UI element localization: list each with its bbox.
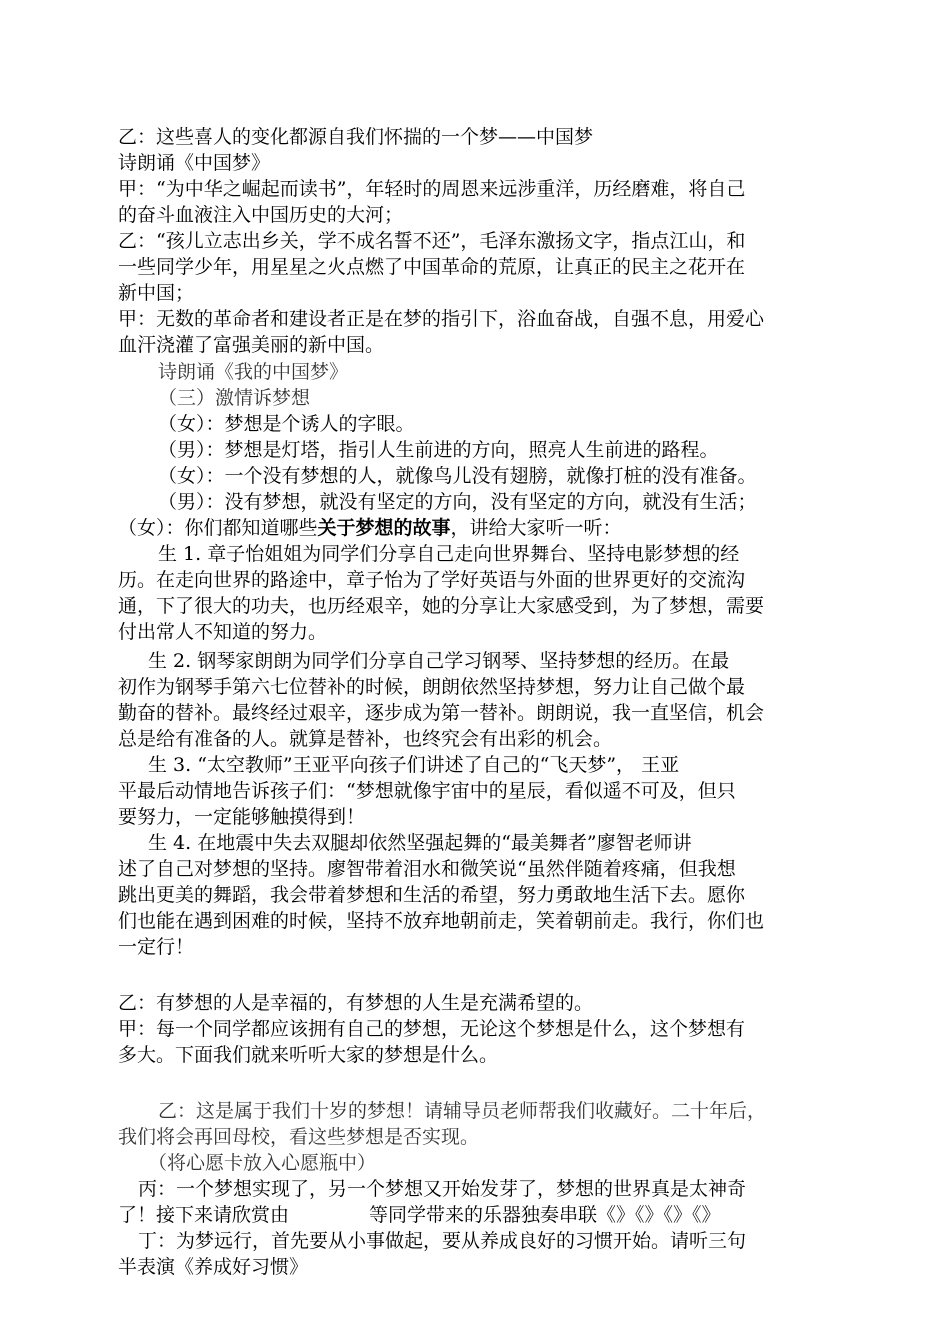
text-line: 诗朗诵《我的中国梦》	[158, 361, 349, 383]
text-line: 生 3. “太空教师”王亚平向孩子们讲述了自己的“飞天梦”， 王亚	[148, 754, 680, 776]
text-line: 乙：这是属于我们十岁的梦想！请辅导员老师帮我们收藏好。二十年后，	[158, 1100, 767, 1122]
text-span: （女）：你们都知道哪些	[118, 517, 318, 539]
text-line: （男）：没有梦想，就没有坚定的方向，没有坚定的方向，就没有生活；	[158, 491, 757, 513]
text-line	[118, 515, 622, 541]
text-line: 多大。下面我们就来听听大家的梦想是什么。	[118, 1044, 499, 1066]
text-span: ，讲给大家听一听：	[450, 517, 622, 539]
text-line: 跳出更美的舞蹈，我会带着梦想和生活的希望，努力勇敢地生活下去。愿你	[118, 884, 746, 906]
text-line: 的奋斗血液注入中国历史的大河；	[118, 204, 404, 226]
text-line	[118, 1202, 721, 1228]
text-line: 通，下了很大的功夫，也历经艰辛，她的分享让大家感受到，为了梦想，需要	[118, 595, 765, 617]
text-line: 诗朗诵《中国梦》	[118, 152, 271, 174]
text-span: 了！接下来请欣赏由	[118, 1204, 290, 1226]
text-line: 我们将会再回母校，看这些梦想是否实现。	[118, 1126, 480, 1148]
text-line: 要努力，一定能够触摸得到！	[118, 806, 366, 828]
text-line: （女）：一个没有梦想的人，就像鸟儿没有翅膀，就像打桩的没有准备。	[158, 465, 757, 487]
text-line: 乙：这些喜人的变化都源自我们怀揣的一个梦——中国梦	[118, 126, 594, 148]
text-span: 等同学带来的乐器独奏串联《》《》《》《》	[369, 1204, 721, 1226]
text-line: 半表演《养成好习惯》	[118, 1256, 309, 1278]
text-line: 丙：一个梦想实现了，另一个梦想又开始发芽了，梦想的世界真是太神奇	[138, 1178, 747, 1200]
text-line: 丁：为梦远行，首先要从小事做起，要从养成良好的习惯开始。请听三句	[138, 1230, 747, 1252]
text-line: （将心愿卡放入心愿瓶中）	[148, 1152, 377, 1174]
text-line: 付出常人不知道的努力。	[118, 621, 328, 643]
text-line: 总是给有准备的人。就算是替补，也终究会有出彩的机会。	[118, 728, 613, 750]
text-line: 一些同学少年，用星星之火点燃了中国革命的荒原，让真正的民主之花开在	[118, 256, 746, 278]
text-line: 平最后动情地告诉孩子们：“梦想就像宇宙中的星辰，看似遥不可及，但只	[118, 780, 736, 802]
text-line: 勤奋的替补。最终经过艰辛，逐步成为第一替补。朗朗说，我一直坚信，机会	[118, 702, 765, 724]
text-line: 一定行！	[118, 936, 195, 958]
text-line: 初作为钢琴手第六七位替补的时候，朗朗依然坚持梦想，努力让自己做个最	[118, 676, 746, 698]
text-line: 血汗浇灌了富强美丽的新中国。	[118, 334, 385, 356]
text-line: 生 1. 章子怡姐姐为同学们分享自己走向世界舞台、坚持电影梦想的经	[158, 543, 740, 565]
text-line: 们也能在遇到困难的时候，坚持不放弃地朝前走，笑着朝前走。我行，你们也	[118, 910, 765, 932]
section-heading: （三）激情诉梦想	[158, 387, 311, 409]
text-line: 甲：每一个同学都应该拥有自己的梦想，无论这个梦想是什么，这个梦想有	[118, 1018, 746, 1040]
text-line: 述了自己对梦想的坚持。廖智带着泪水和微笑说“虽然伴随着疼痛，但我想	[118, 858, 736, 880]
text-line: 历。在走向世界的路途中，章子怡为了学好英语与外面的世界更好的交流沟	[118, 569, 746, 591]
text-line: 生 4. 在地震中失去双腿却依然坚强起舞的“最美舞者”廖智老师讲	[148, 832, 692, 854]
text-line: 乙：“孩儿立志出乡关，学不成名誓不还”，毛泽东激扬文字，指点江山，和	[118, 230, 746, 252]
text-line: 甲：“为中华之崛起而读书”，年轻时的周恩来远涉重洋，历经磨难，将自己	[118, 178, 746, 200]
text-line: （男）：梦想是灯塔，指引人生前进的方向，照亮人生前进的路程。	[158, 439, 719, 461]
text-line: 新中国；	[118, 282, 195, 304]
bold-span: 关于梦想的故事	[317, 517, 451, 539]
text-line: 甲：无数的革命者和建设者正是在梦的指引下，浴血奋战，自强不息，用爱心	[118, 308, 765, 330]
text-line: 乙：有梦想的人是幸福的，有梦想的人生是充满希望的。	[118, 992, 594, 1014]
text-line: 生 2. 钢琴家朗朗为同学们分享自己学习钢琴、坚持梦想的经历。在最	[148, 650, 730, 672]
text-line: （女）：梦想是个诱人的字眼。	[158, 413, 415, 435]
